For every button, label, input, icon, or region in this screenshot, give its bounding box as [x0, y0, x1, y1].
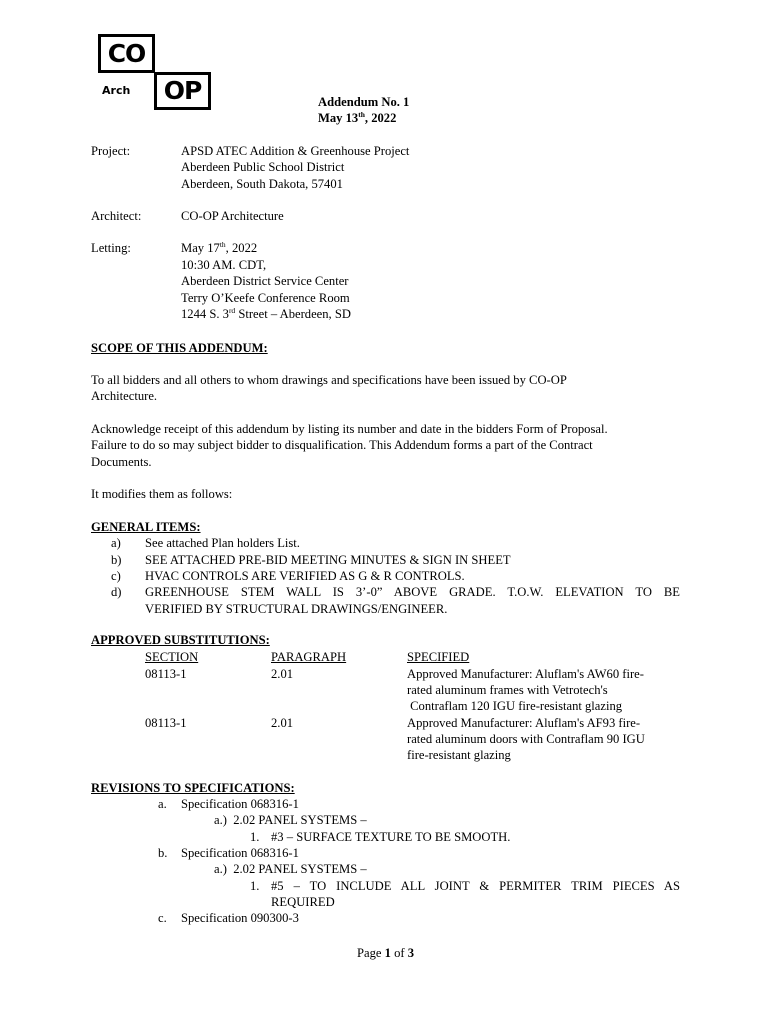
letting-time: 10:30 AM. CDT, [181, 258, 267, 272]
substitution-section: 08113-1 [145, 716, 187, 730]
addendum-number: Addendum No. 1 [318, 95, 410, 109]
revision-subitem: a.) 2.02 PANEL SYSTEMS – [214, 862, 367, 876]
substitution-paragraph: 2.01 [271, 667, 294, 681]
list-marker: b) [111, 553, 122, 567]
logo-arch-text: Arch [102, 84, 131, 97]
revision-item-continuation: REQUIRED [271, 895, 335, 909]
project-line: Aberdeen, South Dakota, 57401 [181, 177, 343, 191]
substitution-specified-line: Approved Manufacturer: Aluflam's AW60 fire- [407, 667, 644, 681]
project-label: Project: [91, 144, 131, 158]
letting-address: 1244 S. 3rd Street – Aberdeen, SD [181, 306, 351, 321]
list-marker: a) [111, 536, 121, 550]
architect-label: Architect: [91, 209, 142, 223]
scope-paragraph-line: To all bidders and all others to whom drawings and specifications have been issued by CO-OP [91, 373, 567, 387]
column-header-paragraph: PARAGRAPH [271, 650, 347, 664]
revision-marker: c. [158, 911, 167, 925]
revision-spec: Specification 068316-1 [181, 797, 299, 811]
list-item: SEE ATTACHED PRE-BID MEETING MINUTES & SIGN IN SHEET [145, 553, 511, 567]
substitution-specified-line: fire-resistant glazing [407, 748, 511, 762]
scope-paragraph-line: Failure to do so may subject bidder to disqualification. This Addendum forms a part of the Contract [91, 438, 593, 452]
scope-paragraph-line: Acknowledge receipt of this addendum by listing its number and date in the bidders Form of Proposal. [91, 422, 608, 436]
scope-heading: SCOPE OF THIS ADDENDUM: [91, 341, 268, 355]
revision-number: 1. [250, 879, 260, 893]
logo-op-box [154, 72, 211, 110]
revision-marker: b. [158, 846, 168, 860]
addendum-date: May 13th, 2022 [318, 110, 397, 125]
logo-top-text: CO [107, 38, 146, 68]
list-marker: d) [111, 585, 122, 599]
substitution-specified-line: Approved Manufacturer: Aluflam's AF93 fire- [407, 716, 641, 730]
revisions-heading: REVISIONS TO SPECIFICATIONS: [91, 781, 295, 795]
revision-marker: a. [158, 797, 167, 811]
letting-room: Terry O’Keefe Conference Room [181, 291, 350, 305]
substitution-specified-line: rated aluminum frames with Vetrotech's [407, 683, 608, 697]
column-header-section: SECTION [145, 650, 199, 664]
scope-paragraph-line: Architecture. [91, 389, 158, 403]
list-item: See attached Plan holders List. [145, 536, 300, 550]
architect-value: CO-OP Architecture [181, 209, 284, 223]
letting-date: May 17th, 2022 [181, 240, 258, 255]
list-item: HVAC CONTROLS ARE VERIFIED AS G & R CONTROLS. [145, 569, 465, 583]
revision-subitem: a.) 2.02 PANEL SYSTEMS – [214, 813, 367, 827]
list-marker: c) [111, 569, 121, 583]
scope-paragraph-line: It modifies them as follows: [91, 487, 233, 501]
letting-label: Letting: [91, 241, 131, 255]
substitution-paragraph: 2.01 [271, 716, 294, 730]
substitutions-heading: APPROVED SUBSTITUTIONS: [91, 633, 270, 647]
project-line: APSD ATEC Addition & Greenhouse Project [181, 144, 410, 158]
revision-number: 1. [250, 830, 260, 844]
project-line: Aberdeen Public School District [181, 160, 345, 174]
logo-bottom-text: OP [163, 76, 202, 105]
page-number: Page 1 of 3 [357, 946, 415, 960]
revision-spec: Specification 090300-3 [181, 911, 299, 925]
letting-place: Aberdeen District Service Center [181, 274, 349, 288]
list-item-continuation: VERIFIED BY STRUCTURAL DRAWINGS/ENGINEER. [145, 602, 448, 616]
revision-item: #5 – TO INCLUDE ALL JOINT & PERMITER TRIM PIECES AS [271, 879, 680, 893]
scope-paragraph-line: Documents. [91, 455, 152, 469]
column-header-specified: SPECIFIED [407, 650, 470, 664]
substitution-specified-line: rated aluminum doors with Contraflam 90 IGU [407, 732, 645, 746]
substitution-section: 08113-1 [145, 667, 187, 681]
general-items-heading: GENERAL ITEMS: [91, 520, 201, 534]
logo-co-box [98, 34, 155, 73]
revision-spec: Specification 068316-1 [181, 846, 299, 860]
list-item: GREENHOUSE STEM WALL IS 3’-0” ABOVE GRADE. T.O.W. ELEVATION TO BE [145, 585, 680, 599]
revision-item: #3 – SURFACE TEXTURE TO BE SMOOTH. [271, 830, 511, 844]
substitution-specified-line: Contraflam 120 IGU fire-resistant glazing [407, 699, 623, 713]
